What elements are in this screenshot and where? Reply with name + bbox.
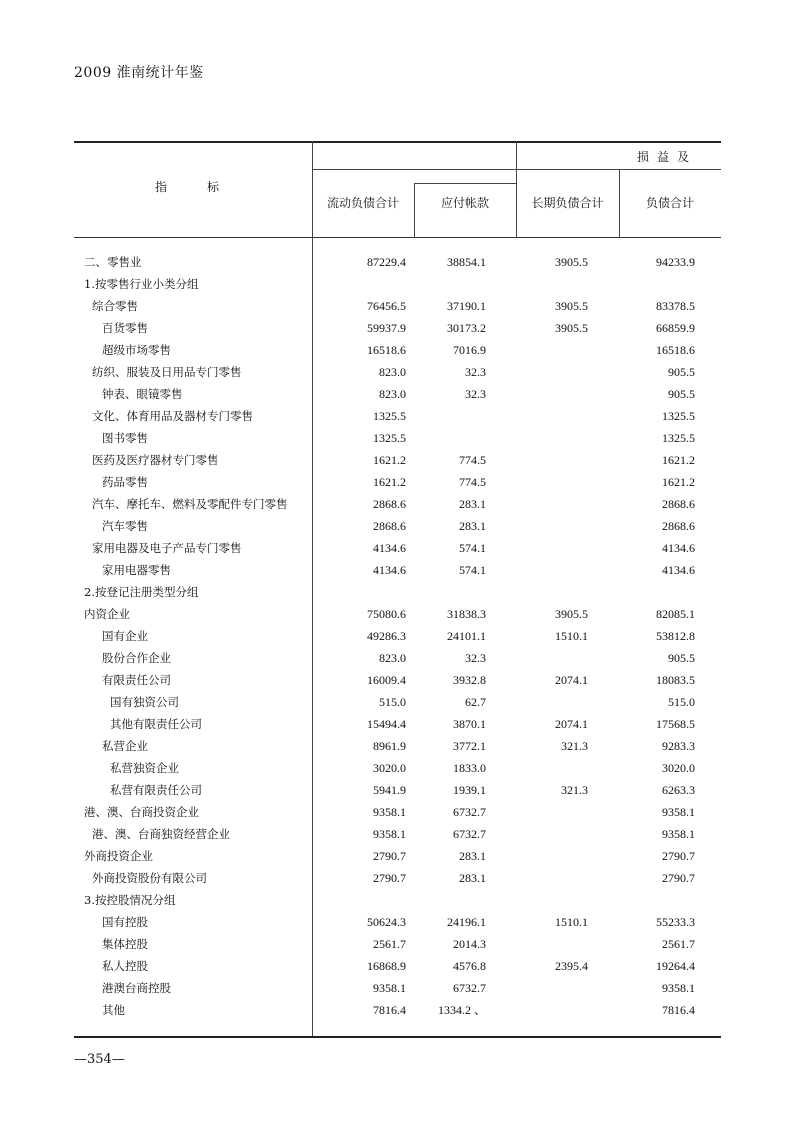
cell-long-term-liabilities: 2074.1 (555, 717, 588, 731)
row-label: 药品零售 (102, 475, 148, 489)
cell-current-liabilities: 49286.3 (367, 629, 406, 643)
table-row (74, 757, 721, 779)
cell-accounts-payable: 2014.3 (453, 937, 486, 951)
cell-total-liabilities: 1621.2 (662, 453, 695, 467)
cell-current-liabilities: 1325.5 (373, 431, 406, 445)
cell-long-term-liabilities: 3905.5 (555, 299, 588, 313)
cell-current-liabilities: 7816.4 (373, 1003, 406, 1017)
cell-accounts-payable: 24196.1 (447, 915, 486, 929)
cell-current-liabilities: 4134.6 (373, 563, 406, 577)
cell-accounts-payable: 7016.9 (453, 343, 486, 357)
cell-accounts-payable: 1334.2 、 (437, 1003, 486, 1017)
row-label: 集体控股 (102, 937, 148, 951)
cell-accounts-payable: 3870.1 (453, 717, 486, 731)
cell-total-liabilities: 9358.1 (662, 805, 695, 819)
table-row (74, 537, 721, 559)
row-label: 有限责任公司 (102, 673, 171, 687)
row-label: 国有企业 (102, 629, 148, 643)
table-row (74, 251, 721, 273)
cell-current-liabilities: 59937.9 (367, 321, 406, 335)
cell-accounts-payable: 6732.7 (453, 981, 486, 995)
table-bottom-rule (74, 1036, 721, 1038)
cell-accounts-payable: 31838.3 (447, 607, 486, 621)
cell-accounts-payable: 574.1 (459, 563, 486, 577)
cell-accounts-payable: 62.7 (465, 695, 486, 709)
table-row (74, 889, 721, 911)
cell-current-liabilities: 3020.0 (373, 761, 406, 775)
table-row (74, 581, 721, 603)
cell-accounts-payable: 3772.1 (453, 739, 486, 753)
cell-accounts-payable: 24101.1 (447, 629, 486, 643)
cell-current-liabilities: 9358.1 (373, 981, 406, 995)
cell-total-liabilities: 7816.4 (662, 1003, 695, 1017)
cell-total-liabilities: 19264.4 (656, 959, 695, 973)
cell-current-liabilities: 2868.6 (373, 497, 406, 511)
cell-current-liabilities: 50624.3 (367, 915, 406, 929)
table-row (74, 845, 721, 867)
row-label: 二、零售业 (84, 255, 142, 269)
cell-total-liabilities: 905.5 (668, 387, 695, 401)
cell-accounts-payable: 30173.2 (447, 321, 486, 335)
table-row (74, 977, 721, 999)
header-col-current-liabilities: 流动负债合计 (326, 196, 399, 210)
row-label: 港澳台商控股 (102, 981, 171, 995)
cell-accounts-payable: 32.3 (465, 387, 486, 401)
table-row (74, 449, 721, 471)
table-header-rule (74, 237, 721, 238)
table-row (74, 867, 721, 889)
header-divider-group (516, 141, 517, 237)
cell-current-liabilities: 9358.1 (373, 827, 406, 841)
cell-accounts-payable: 38854.1 (447, 255, 486, 269)
cell-total-liabilities: 2790.7 (662, 871, 695, 885)
table-row (74, 317, 721, 339)
row-label: 私营有限责任公司 (110, 783, 202, 797)
row-label: 百货零售 (102, 321, 148, 335)
row-label: 超级市场零售 (102, 343, 171, 357)
cell-current-liabilities: 1621.2 (373, 475, 406, 489)
table-row (74, 427, 721, 449)
table-row (74, 339, 721, 361)
cell-current-liabilities: 87229.4 (367, 255, 406, 269)
header-group-underline (516, 169, 721, 170)
cell-total-liabilities: 1325.5 (662, 409, 695, 423)
cell-current-liabilities: 9358.1 (373, 805, 406, 819)
cell-current-liabilities: 5941.9 (373, 783, 406, 797)
cell-current-liabilities: 16009.4 (367, 673, 406, 687)
cell-accounts-payable: 1833.0 (453, 761, 486, 775)
header-indicator: 指 标 (154, 180, 233, 194)
cell-total-liabilities: 1621.2 (662, 475, 695, 489)
cell-total-liabilities: 17568.5 (656, 717, 695, 731)
cell-total-liabilities: 515.0 (668, 695, 695, 709)
cell-total-liabilities: 4134.6 (662, 541, 695, 555)
cell-long-term-liabilities: 1510.1 (555, 629, 588, 643)
table-row (74, 471, 721, 493)
table-row (74, 669, 721, 691)
cell-accounts-payable: 574.1 (459, 541, 486, 555)
row-label: 外商投资股份有限公司 (92, 871, 207, 885)
table-row (74, 911, 721, 933)
table-row (74, 559, 721, 581)
table-row (74, 295, 721, 317)
cell-total-liabilities: 18083.5 (656, 673, 695, 687)
cell-total-liabilities: 94233.9 (656, 255, 695, 269)
cell-accounts-payable: 6732.7 (453, 805, 486, 819)
cell-current-liabilities: 823.0 (379, 651, 406, 665)
cell-accounts-payable: 32.3 (465, 365, 486, 379)
cell-total-liabilities: 16518.6 (656, 343, 695, 357)
cell-current-liabilities: 2868.6 (373, 519, 406, 533)
row-label: 3.按控股情况分组 (84, 893, 176, 907)
cell-current-liabilities: 15494.4 (367, 717, 406, 731)
cell-long-term-liabilities: 2074.1 (555, 673, 588, 687)
cell-current-liabilities: 2790.7 (373, 871, 406, 885)
row-label: 国有独资公司 (110, 695, 179, 709)
row-label: 纺织、服装及日用品专门零售 (92, 365, 242, 379)
cell-total-liabilities: 55233.3 (656, 915, 695, 929)
table-row (74, 273, 721, 295)
row-label: 汽车、摩托车、燃料及零配件专门零售 (92, 497, 288, 511)
row-label: 私营企业 (102, 739, 148, 753)
cell-total-liabilities: 82085.1 (656, 607, 695, 621)
cell-current-liabilities: 16868.9 (367, 959, 406, 973)
cell-accounts-payable: 6732.7 (453, 827, 486, 841)
table-body (74, 251, 721, 1021)
cell-current-liabilities: 515.0 (379, 695, 406, 709)
row-label: 文化、体育用品及器材专门零售 (92, 409, 253, 423)
page-number: —354— (74, 1052, 125, 1067)
row-label: 2.按登记注册类型分组 (84, 585, 199, 599)
cell-long-term-liabilities: 1510.1 (555, 915, 588, 929)
cell-total-liabilities: 2868.6 (662, 497, 695, 511)
cell-total-liabilities: 3020.0 (662, 761, 695, 775)
cell-total-liabilities: 2790.7 (662, 849, 695, 863)
cell-accounts-payable: 774.5 (459, 453, 486, 467)
cell-total-liabilities: 9283.3 (662, 739, 695, 753)
cell-current-liabilities: 823.0 (379, 387, 406, 401)
cell-accounts-payable: 283.1 (459, 871, 486, 885)
row-label: 国有控股 (102, 915, 148, 929)
table-row (74, 515, 721, 537)
cell-long-term-liabilities: 321.3 (561, 783, 588, 797)
cell-current-liabilities: 823.0 (379, 365, 406, 379)
cell-long-term-liabilities: 3905.5 (555, 321, 588, 335)
table-row (74, 999, 721, 1021)
row-label: 私营独资企业 (110, 761, 179, 775)
table-row (74, 625, 721, 647)
row-label: 汽车零售 (102, 519, 148, 533)
row-label: 钟表、眼镜零售 (102, 387, 183, 401)
row-label: 内资企业 (84, 607, 130, 621)
header-divider-indicator (312, 141, 313, 237)
cell-accounts-payable: 283.1 (459, 849, 486, 863)
row-label: 图书零售 (102, 431, 148, 445)
cell-accounts-payable: 283.1 (459, 497, 486, 511)
cell-long-term-liabilities: 321.3 (561, 739, 588, 753)
cell-total-liabilities: 83378.5 (656, 299, 695, 313)
cell-current-liabilities: 75080.6 (367, 607, 406, 621)
table-row (74, 955, 721, 977)
row-label: 港、澳、台商投资企业 (84, 805, 199, 819)
row-label: 医药及医疗器材专门零售 (92, 453, 219, 467)
table-row (74, 383, 721, 405)
cell-total-liabilities: 6263.3 (662, 783, 695, 797)
cell-current-liabilities: 4134.6 (373, 541, 406, 555)
header-col2-top (414, 183, 516, 184)
cell-current-liabilities: 2561.7 (373, 937, 406, 951)
header-group-right: 损益及 (637, 150, 698, 164)
row-label: 港、澳、台商独资经营企业 (92, 827, 230, 841)
row-label: 私人控股 (102, 959, 148, 973)
row-label: 1.按零售行业小类分组 (84, 277, 199, 291)
header-left-group-underline (312, 169, 516, 170)
cell-total-liabilities: 905.5 (668, 651, 695, 665)
table-row (74, 713, 721, 735)
cell-total-liabilities: 1325.5 (662, 431, 695, 445)
cell-accounts-payable: 4576.8 (453, 959, 486, 973)
cell-accounts-payable: 32.3 (465, 651, 486, 665)
cell-total-liabilities: 905.5 (668, 365, 695, 379)
header-col-total-liabilities: 负债合计 (645, 196, 694, 210)
cell-current-liabilities: 76456.5 (367, 299, 406, 313)
cell-current-liabilities: 2790.7 (373, 849, 406, 863)
running-head: 2009 淮南统计年鉴 (74, 65, 204, 81)
row-label: 家用电器零售 (102, 563, 171, 577)
row-label: 其他有限责任公司 (110, 717, 202, 731)
cell-accounts-payable: 3932.8 (453, 673, 486, 687)
cell-total-liabilities: 66859.9 (656, 321, 695, 335)
table-row (74, 405, 721, 427)
row-label: 其他 (102, 1003, 125, 1017)
cell-long-term-liabilities: 3905.5 (555, 255, 588, 269)
cell-total-liabilities: 4134.6 (662, 563, 695, 577)
cell-long-term-liabilities: 2395.4 (555, 959, 588, 973)
table-row (74, 361, 721, 383)
table-row (74, 493, 721, 515)
cell-total-liabilities: 2868.6 (662, 519, 695, 533)
table-row (74, 779, 721, 801)
cell-long-term-liabilities: 3905.5 (555, 607, 588, 621)
table-row (74, 933, 721, 955)
row-label: 综合零售 (92, 299, 138, 313)
table-row (74, 735, 721, 757)
cell-accounts-payable: 774.5 (459, 475, 486, 489)
row-label: 股份合作企业 (102, 651, 171, 665)
cell-total-liabilities: 2561.7 (662, 937, 695, 951)
row-label: 家用电器及电子产品专门零售 (92, 541, 242, 555)
header-col-long-term-liabilities: 长期负债合计 (531, 196, 604, 210)
cell-current-liabilities: 1621.2 (373, 453, 406, 467)
cell-total-liabilities: 9358.1 (662, 981, 695, 995)
table-row (74, 801, 721, 823)
cell-current-liabilities: 16518.6 (367, 343, 406, 357)
cell-current-liabilities: 8961.9 (373, 739, 406, 753)
cell-total-liabilities: 53812.8 (656, 629, 695, 643)
table-row (74, 691, 721, 713)
cell-accounts-payable: 37190.1 (447, 299, 486, 313)
cell-accounts-payable: 283.1 (459, 519, 486, 533)
cell-current-liabilities: 1325.5 (373, 409, 406, 423)
cell-accounts-payable: 1939.1 (453, 783, 486, 797)
table-row (74, 823, 721, 845)
table-row (74, 603, 721, 625)
cell-total-liabilities: 9358.1 (662, 827, 695, 841)
table-top-rule (74, 141, 721, 143)
table-row (74, 647, 721, 669)
header-col-accounts-payable: 应付帐款 (440, 196, 489, 210)
row-label: 外商投资企业 (84, 849, 153, 863)
